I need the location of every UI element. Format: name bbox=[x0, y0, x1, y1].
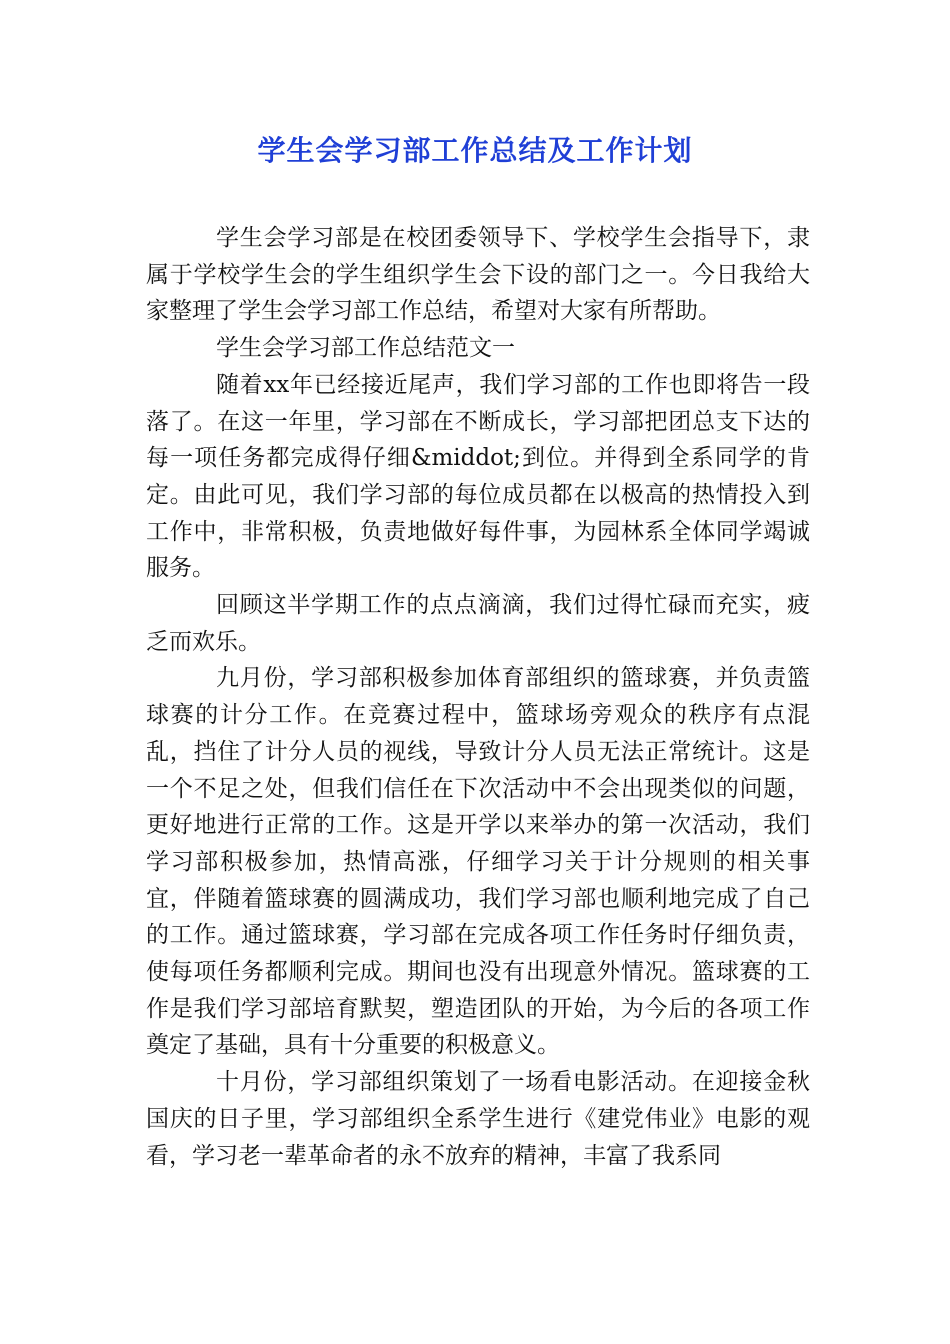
paragraph-year-summary: 随着xx年已经接近尾声，我们学习部的工作也即将告一段落了。在这一年里，学习部在不断成长，学习部把团总支下达的每一项任务都完成得仔细&middot;到位。并得到全系同学的肯定。由此可见，我们学习部的每位成员都在以极高的热情投入到工作中，非常积极，负责地做好每件事，为园林系全体同学竭诚服务。 bbox=[146, 371, 810, 582]
document-body bbox=[146, 220, 810, 1174]
paragraph-september: 九月份，学习部积极参加体育部组织的篮球赛，并负责篮球赛的计分工作。在竞赛过程中，篮球场旁观众的秩序有点混乱，挡住了计分人员的视线，导致计分人员无法正常统计。这是一个不足之处，但我们信任在下次活动中不会出现类似的问题，更好地进行正常的工作。这是开学以来举办的第一次活动，我们学习部积极参加，热情高涨，仔细学习关于计分规则的相关事宜，伴随着篮球赛的圆满成功，我们学习部也顺利地完成了自己的工作。通过篮球赛，学习部在完成各项工作任务时仔细负责，使每项任务都顺利完成。期间也没有出现意外情况。篮球赛的工作是我们学习部培育默契，塑造团队的开始，为今后的各项工作奠定了基础，具有十分重要的积极意义。 bbox=[146, 665, 810, 1059]
paragraph-intro: 学生会学习部是在校团委领导下、学校学生会指导下，隶属于学校学生会的学生组织学生会下设的部门之一。今日我给大家整理了学生会学习部工作总结，希望对大家有所帮助。 bbox=[146, 225, 810, 325]
paragraph-review: 回顾这半学期工作的点点滴滴，我们过得忙碌而充实，疲乏而欢乐。 bbox=[146, 592, 810, 655]
document-title: 学生会学习部工作总结及工作计划 bbox=[257, 134, 693, 167]
paragraph-heading-sample-one: 学生会学习部工作总结范文一 bbox=[216, 335, 515, 362]
paragraph-october: 十月份，学习部组织策划了一场看电影活动。在迎接金秋国庆的日子里，学习部组织全系学生进行《建党伟业》电影的观看，学习老一辈革命者的永不放弃的精神，丰富了我系同 bbox=[146, 1069, 810, 1169]
